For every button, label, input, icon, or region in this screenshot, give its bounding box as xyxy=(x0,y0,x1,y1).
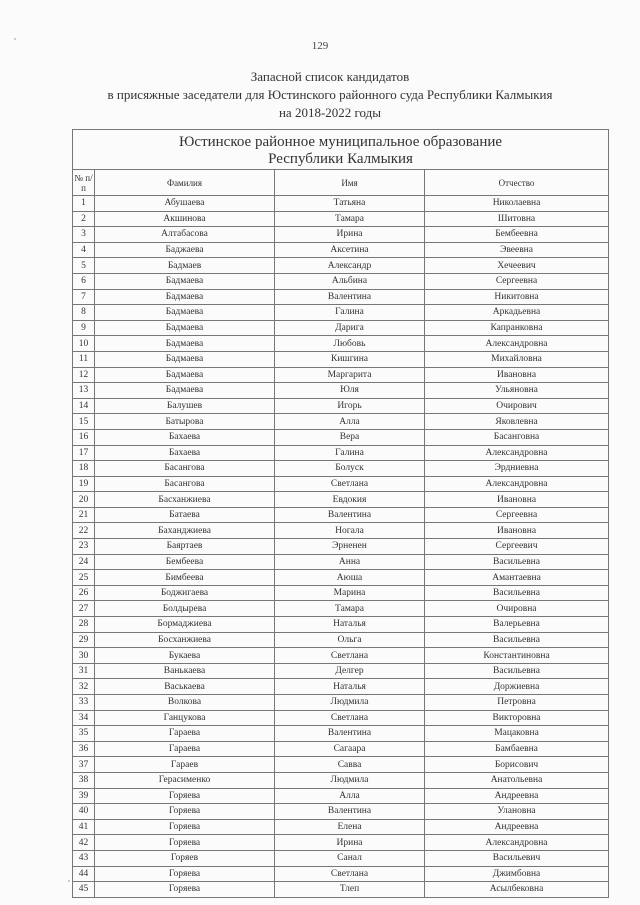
column-header-number: № п/п xyxy=(73,170,95,196)
cell-patronymic: Ульяновна xyxy=(425,383,609,399)
cell-name: Аюша xyxy=(275,570,425,586)
table-row xyxy=(73,866,609,882)
cell-patronymic: Андреевна xyxy=(425,819,609,835)
cell-number: 9 xyxy=(73,320,95,336)
table-row xyxy=(73,429,609,445)
cell-surname: Босханжиева xyxy=(95,632,275,648)
cell-patronymic: Яковлевна xyxy=(425,414,609,430)
cell-name: Валентина xyxy=(275,507,425,523)
cell-name: Евдокия xyxy=(275,492,425,508)
cell-name: Алла xyxy=(275,414,425,430)
cell-patronymic: Александровна xyxy=(425,336,609,352)
cell-patronymic: Константиновна xyxy=(425,648,609,664)
table-title xyxy=(73,130,609,170)
cell-patronymic: Басанговна xyxy=(425,429,609,445)
cell-patronymic: Ивановна xyxy=(425,523,609,539)
cell-number: 34 xyxy=(73,710,95,726)
cell-patronymic: Эвеевна xyxy=(425,242,609,258)
cell-surname: Гараева xyxy=(95,741,275,757)
cell-patronymic: Аркадьевна xyxy=(425,305,609,321)
table-row xyxy=(73,367,609,383)
cell-name: Анна xyxy=(275,554,425,570)
cell-patronymic: Петровна xyxy=(425,695,609,711)
cell-number: 1 xyxy=(73,196,95,212)
cell-name: Ирина xyxy=(275,835,425,851)
cell-surname: Ванькаева xyxy=(95,663,275,679)
cell-number: 38 xyxy=(73,772,95,788)
cell-number: 35 xyxy=(73,726,95,742)
cell-number: 37 xyxy=(73,757,95,773)
cell-surname: Гараев xyxy=(95,757,275,773)
cell-name: Светлана xyxy=(275,648,425,664)
cell-name: Кишгина xyxy=(275,351,425,367)
cell-patronymic: Амантаевна xyxy=(425,570,609,586)
cell-name: Людмила xyxy=(275,695,425,711)
cell-name: Алла xyxy=(275,788,425,804)
cell-patronymic: Мацаковна xyxy=(425,726,609,742)
cell-name: Наталья xyxy=(275,679,425,695)
candidates-table xyxy=(72,129,609,898)
table-row xyxy=(73,570,609,586)
cell-surname: Басангова xyxy=(95,476,275,492)
table-row xyxy=(73,632,609,648)
cell-surname: Бадмаева xyxy=(95,273,275,289)
cell-name: Ногала xyxy=(275,523,425,539)
cell-surname: Горяева xyxy=(95,835,275,851)
cell-number: 18 xyxy=(73,461,95,477)
candidates-table-container xyxy=(72,129,608,898)
heading-line-2: в присяжные заседатели для Юстинского районного суда Республики Калмыкия xyxy=(107,87,553,102)
cell-number: 8 xyxy=(73,305,95,321)
cell-surname: Букаева xyxy=(95,648,275,664)
table-row xyxy=(73,351,609,367)
cell-surname: Горяева xyxy=(95,882,275,898)
cell-number: 17 xyxy=(73,445,95,461)
cell-surname: Боджигаева xyxy=(95,585,275,601)
table-row xyxy=(73,398,609,414)
table-body xyxy=(73,196,609,898)
cell-patronymic: Васильевна xyxy=(425,554,609,570)
table-row xyxy=(73,663,609,679)
table-row xyxy=(73,741,609,757)
heading-line-1: Запасной список кандидатов xyxy=(250,69,410,84)
table-row xyxy=(73,726,609,742)
heading-line-3: на 2018-2022 годы xyxy=(278,105,382,120)
cell-surname: Герасименко xyxy=(95,772,275,788)
cell-name: Тамара xyxy=(275,601,425,617)
cell-patronymic: Сергеевич xyxy=(425,539,609,555)
table-row xyxy=(73,601,609,617)
cell-surname: Бимбеева xyxy=(95,570,275,586)
cell-name: Галина xyxy=(275,445,425,461)
cell-patronymic: Бамбаевна xyxy=(425,741,609,757)
cell-number: 26 xyxy=(73,585,95,601)
cell-patronymic: Сергеевна xyxy=(425,273,609,289)
table-row xyxy=(73,445,609,461)
cell-patronymic: Ивановна xyxy=(425,367,609,383)
cell-number: 11 xyxy=(73,351,95,367)
cell-number: 28 xyxy=(73,617,95,633)
cell-surname: Бадмаева xyxy=(95,351,275,367)
cell-number: 31 xyxy=(73,663,95,679)
cell-patronymic: Капранковна xyxy=(425,320,609,336)
cell-number: 12 xyxy=(73,367,95,383)
cell-number: 4 xyxy=(73,242,95,258)
cell-name: Санал xyxy=(275,850,425,866)
table-row xyxy=(73,757,609,773)
cell-number: 15 xyxy=(73,414,95,430)
table-row xyxy=(73,850,609,866)
cell-name: Ольга xyxy=(275,632,425,648)
cell-surname: Болдырева xyxy=(95,601,275,617)
cell-name: Дарига xyxy=(275,320,425,336)
cell-number: 16 xyxy=(73,429,95,445)
cell-surname: Горяева xyxy=(95,819,275,835)
table-title-line-1: Юстинское районное муниципальное образование xyxy=(179,134,503,150)
cell-surname: Бадмаева xyxy=(95,289,275,305)
cell-number: 7 xyxy=(73,289,95,305)
cell-surname: Басханжиева xyxy=(95,492,275,508)
cell-patronymic: Бембеевна xyxy=(425,227,609,243)
cell-surname: Горяева xyxy=(95,866,275,882)
cell-patronymic: Шитовна xyxy=(425,211,609,227)
cell-patronymic: Александровна xyxy=(425,835,609,851)
table-row xyxy=(73,414,609,430)
cell-patronymic: Борисович xyxy=(425,757,609,773)
cell-name: Валентина xyxy=(275,726,425,742)
cell-surname: Гараева xyxy=(95,726,275,742)
cell-name: Валентина xyxy=(275,289,425,305)
cell-name: Болуск xyxy=(275,461,425,477)
cell-name: Галина xyxy=(275,305,425,321)
cell-number: 14 xyxy=(73,398,95,414)
cell-patronymic: Сергеевна xyxy=(425,507,609,523)
cell-patronymic: Хечеевич xyxy=(425,258,609,274)
table-row xyxy=(73,289,609,305)
table-row xyxy=(73,383,609,399)
cell-patronymic: Очирович xyxy=(425,398,609,414)
cell-patronymic: Александровна xyxy=(425,445,609,461)
cell-name: Игорь xyxy=(275,398,425,414)
cell-surname: Горяев xyxy=(95,850,275,866)
scan-speck xyxy=(14,38,16,40)
cell-number: 3 xyxy=(73,227,95,243)
table-row xyxy=(73,258,609,274)
cell-surname: Бадмаева xyxy=(95,305,275,321)
cell-patronymic: Васильевна xyxy=(425,585,609,601)
cell-surname: Басангова xyxy=(95,461,275,477)
table-row xyxy=(73,507,609,523)
cell-name: Валентина xyxy=(275,804,425,820)
cell-surname: Волкова xyxy=(95,695,275,711)
cell-surname: Балушев xyxy=(95,398,275,414)
cell-surname: Батаева xyxy=(95,507,275,523)
cell-name: Наталья xyxy=(275,617,425,633)
cell-number: 45 xyxy=(73,882,95,898)
cell-patronymic: Михайловна xyxy=(425,351,609,367)
cell-surname: Ганцукова xyxy=(95,710,275,726)
table-row xyxy=(73,585,609,601)
cell-number: 22 xyxy=(73,523,95,539)
cell-number: 29 xyxy=(73,632,95,648)
cell-patronymic: Асылбековна xyxy=(425,882,609,898)
cell-number: 5 xyxy=(73,258,95,274)
table-row xyxy=(73,554,609,570)
cell-patronymic: Ивановна xyxy=(425,492,609,508)
cell-patronymic: Очировна xyxy=(425,601,609,617)
cell-number: 6 xyxy=(73,273,95,289)
table-row xyxy=(73,196,609,212)
table-row xyxy=(73,819,609,835)
cell-name: Любовь xyxy=(275,336,425,352)
cell-name: Эрненен xyxy=(275,539,425,555)
cell-name: Юля xyxy=(275,383,425,399)
cell-patronymic: Андреевна xyxy=(425,788,609,804)
cell-surname: Баяртаев xyxy=(95,539,275,555)
page-number: 129 xyxy=(311,40,329,52)
cell-name: Светлана xyxy=(275,476,425,492)
cell-surname: Абушаева xyxy=(95,196,275,212)
table-row xyxy=(73,617,609,633)
document-heading xyxy=(60,68,600,122)
table-title-line-2: Республики Калмыкия xyxy=(268,151,413,167)
cell-patronymic: Викторовна xyxy=(425,710,609,726)
table-row xyxy=(73,305,609,321)
cell-surname: Баджаева xyxy=(95,242,275,258)
table-row xyxy=(73,492,609,508)
cell-name: Делгер xyxy=(275,663,425,679)
cell-surname: Бадмаев xyxy=(95,258,275,274)
cell-patronymic: Эрдниевна xyxy=(425,461,609,477)
cell-number: 2 xyxy=(73,211,95,227)
table-row xyxy=(73,320,609,336)
cell-number: 20 xyxy=(73,492,95,508)
cell-surname: Бадмаева xyxy=(95,320,275,336)
cell-number: 43 xyxy=(73,850,95,866)
cell-surname: Акшинова xyxy=(95,211,275,227)
table-row xyxy=(73,273,609,289)
cell-surname: Бахаева xyxy=(95,429,275,445)
cell-name: Сагаара xyxy=(275,741,425,757)
table-row xyxy=(73,211,609,227)
cell-surname: Бадмаева xyxy=(95,367,275,383)
cell-surname: Бадмаева xyxy=(95,383,275,399)
table-row xyxy=(73,523,609,539)
cell-number: 39 xyxy=(73,788,95,804)
cell-patronymic: Анатольевна xyxy=(425,772,609,788)
table-row xyxy=(73,242,609,258)
cell-patronymic: Валерьевна xyxy=(425,617,609,633)
table-row xyxy=(73,539,609,555)
cell-patronymic: Доржиевна xyxy=(425,679,609,695)
table-row xyxy=(73,710,609,726)
column-header-patronymic: Отчество xyxy=(425,170,609,196)
cell-number: 41 xyxy=(73,819,95,835)
cell-patronymic: Васильевна xyxy=(425,663,609,679)
cell-surname: Бембеева xyxy=(95,554,275,570)
table-row xyxy=(73,336,609,352)
cell-number: 33 xyxy=(73,695,95,711)
cell-name: Маргарита xyxy=(275,367,425,383)
cell-patronymic: Николаевна xyxy=(425,196,609,212)
cell-number: 32 xyxy=(73,679,95,695)
cell-name: Марина xyxy=(275,585,425,601)
cell-surname: Бахаева xyxy=(95,445,275,461)
column-header-name: Имя xyxy=(275,170,425,196)
table-row xyxy=(73,648,609,664)
table-row xyxy=(73,772,609,788)
cell-name: Савва xyxy=(275,757,425,773)
cell-name: Светлана xyxy=(275,866,425,882)
cell-number: 24 xyxy=(73,554,95,570)
cell-surname: Батырова xyxy=(95,414,275,430)
cell-name: Тамара xyxy=(275,211,425,227)
cell-name: Вера xyxy=(275,429,425,445)
cell-name: Елена xyxy=(275,819,425,835)
cell-patronymic: Джимбовна xyxy=(425,866,609,882)
cell-number: 42 xyxy=(73,835,95,851)
cell-surname: Бормаджиева xyxy=(95,617,275,633)
cell-number: 19 xyxy=(73,476,95,492)
cell-surname: Бадмаева xyxy=(95,336,275,352)
cell-name: Альбина xyxy=(275,273,425,289)
table-row xyxy=(73,227,609,243)
table-row xyxy=(73,804,609,820)
cell-number: 25 xyxy=(73,570,95,586)
cell-number: 13 xyxy=(73,383,95,399)
cell-name: Ирина xyxy=(275,227,425,243)
table-row xyxy=(73,679,609,695)
cell-surname: Васькаева xyxy=(95,679,275,695)
table-row xyxy=(73,882,609,898)
cell-patronymic: Васильевич xyxy=(425,850,609,866)
cell-surname: Баханджиева xyxy=(95,523,275,539)
cell-patronymic: Александровна xyxy=(425,476,609,492)
table-row xyxy=(73,695,609,711)
cell-surname: Горяева xyxy=(95,804,275,820)
table-row xyxy=(73,835,609,851)
cell-number: 30 xyxy=(73,648,95,664)
cell-name: Тлеп xyxy=(275,882,425,898)
cell-name: Татьяна xyxy=(275,196,425,212)
cell-name: Аксетина xyxy=(275,242,425,258)
table-row xyxy=(73,461,609,477)
cell-number: 27 xyxy=(73,601,95,617)
table-row xyxy=(73,788,609,804)
cell-surname: Алтабасова xyxy=(95,227,275,243)
cell-number: 40 xyxy=(73,804,95,820)
cell-name: Александр xyxy=(275,258,425,274)
cell-number: 36 xyxy=(73,741,95,757)
cell-number: 10 xyxy=(73,336,95,352)
cell-number: 21 xyxy=(73,507,95,523)
table-row xyxy=(73,476,609,492)
cell-surname: Горяева xyxy=(95,788,275,804)
cell-patronymic: Никитовна xyxy=(425,289,609,305)
cell-patronymic: Улановна xyxy=(425,804,609,820)
cell-name: Людмила xyxy=(275,772,425,788)
cell-number: 23 xyxy=(73,539,95,555)
cell-patronymic: Васильевна xyxy=(425,632,609,648)
cell-name: Светлана xyxy=(275,710,425,726)
scan-speck xyxy=(68,880,70,882)
column-header-surname: Фамилия xyxy=(95,170,275,196)
cell-number: 44 xyxy=(73,866,95,882)
